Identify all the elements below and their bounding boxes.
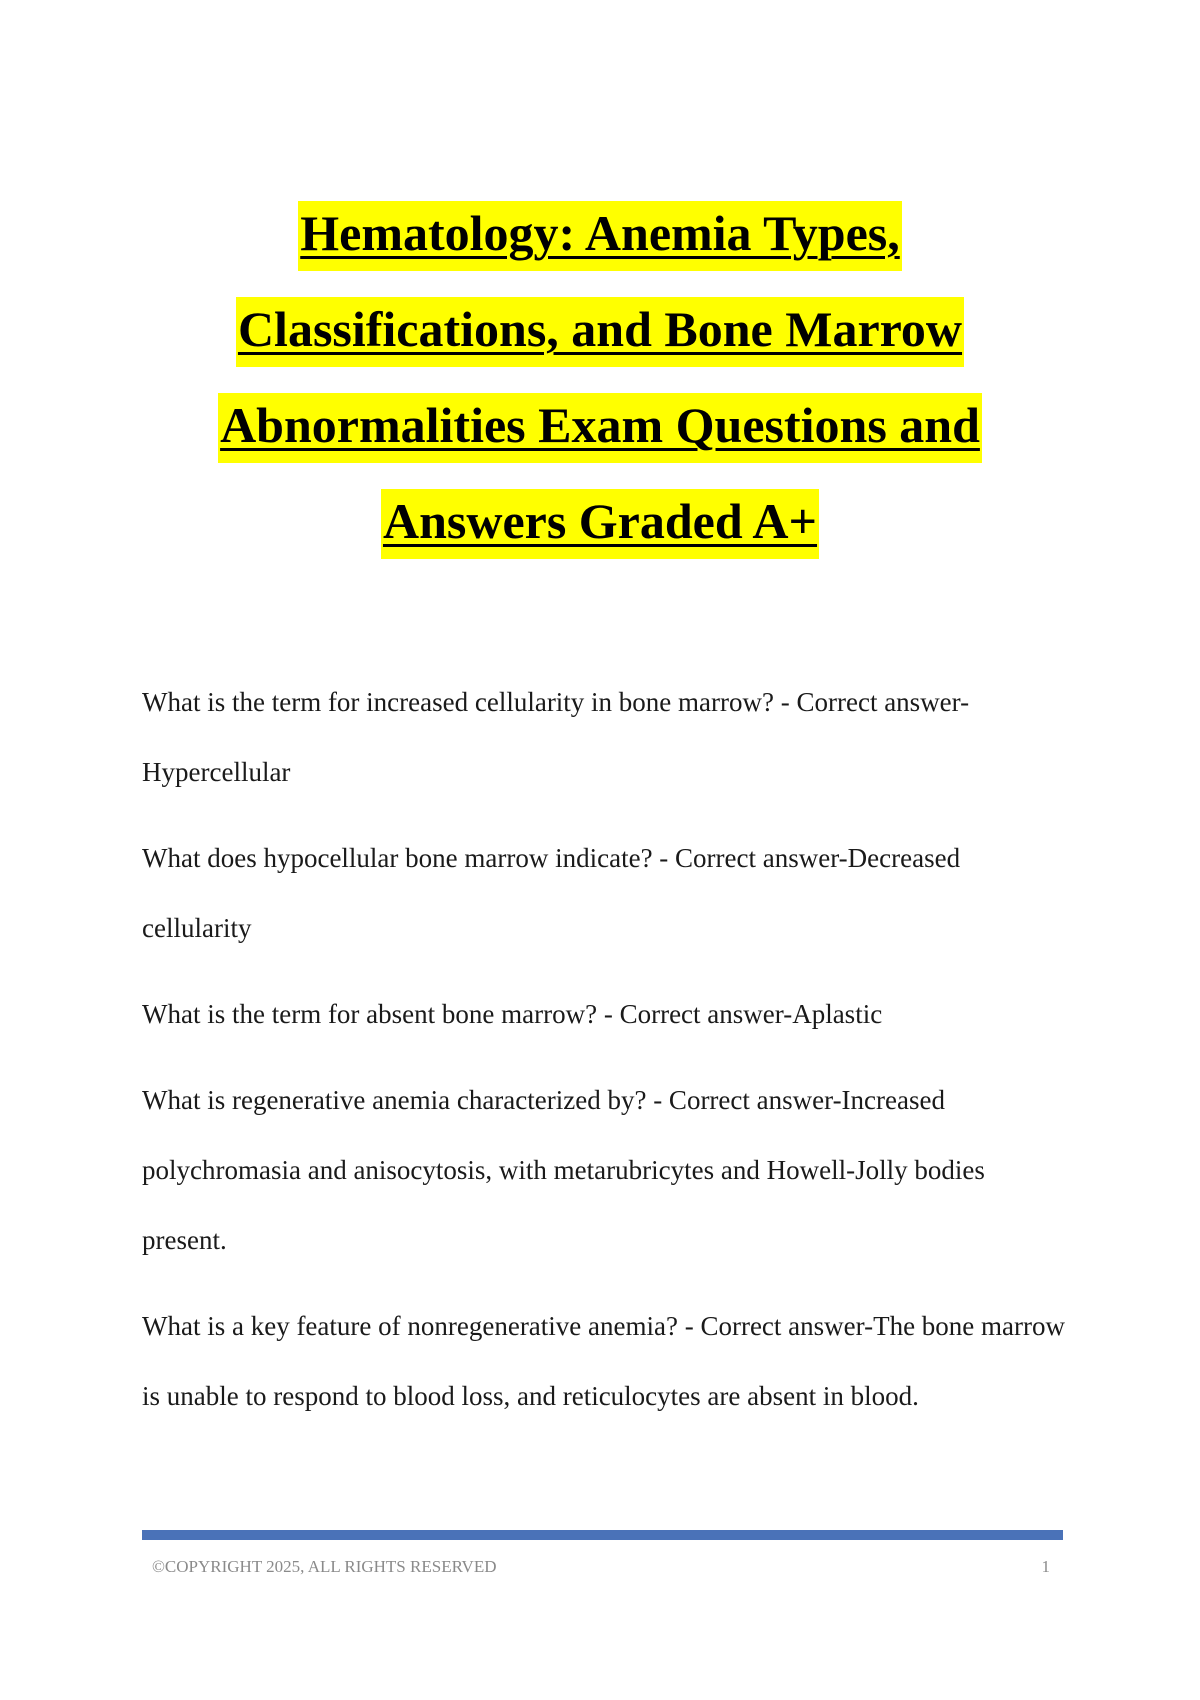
title-line-text: Hematology: Anemia Types,	[298, 201, 902, 271]
title-line	[100, 281, 1100, 377]
page-number: 1	[1041, 1557, 1050, 1576]
title-line	[100, 377, 1100, 473]
qa-list	[142, 667, 1072, 1447]
title-line-text: Answers Graded A+	[381, 489, 819, 559]
footer-divider	[142, 1530, 1063, 1540]
copyright-notice: ©COPYRIGHT 2025, ALL RIGHTS RESERVED	[152, 1557, 497, 1576]
title-line-text: Abnormalities Exam Questions and	[218, 393, 982, 463]
qa-item: What is the term for absent bone marrow? - Correct answer-Aplastic	[142, 999, 883, 1029]
qa-item: What is regenerative anemia characterized by? - Correct answer-Increased polychromasia and anisocytosis, with metarubricytes and Howell-Jolly bodies present.	[142, 1085, 985, 1255]
document-title	[100, 185, 1100, 569]
title-line	[100, 473, 1100, 569]
title-line	[100, 185, 1100, 281]
qa-item: What is the term for increased cellularity in bone marrow? - Correct answer-Hypercellular	[142, 687, 970, 787]
qa-item: What does hypocellular bone marrow indicate? - Correct answer-Decreased cellularity	[142, 843, 961, 943]
title-line-text: Classifications, and Bone Marrow	[236, 297, 964, 367]
qa-item: What is a key feature of nonregenerative anemia? - Correct answer-The bone marrow is unable to respond to blood loss, and reticulocytes are absent in blood.	[142, 1311, 1066, 1411]
